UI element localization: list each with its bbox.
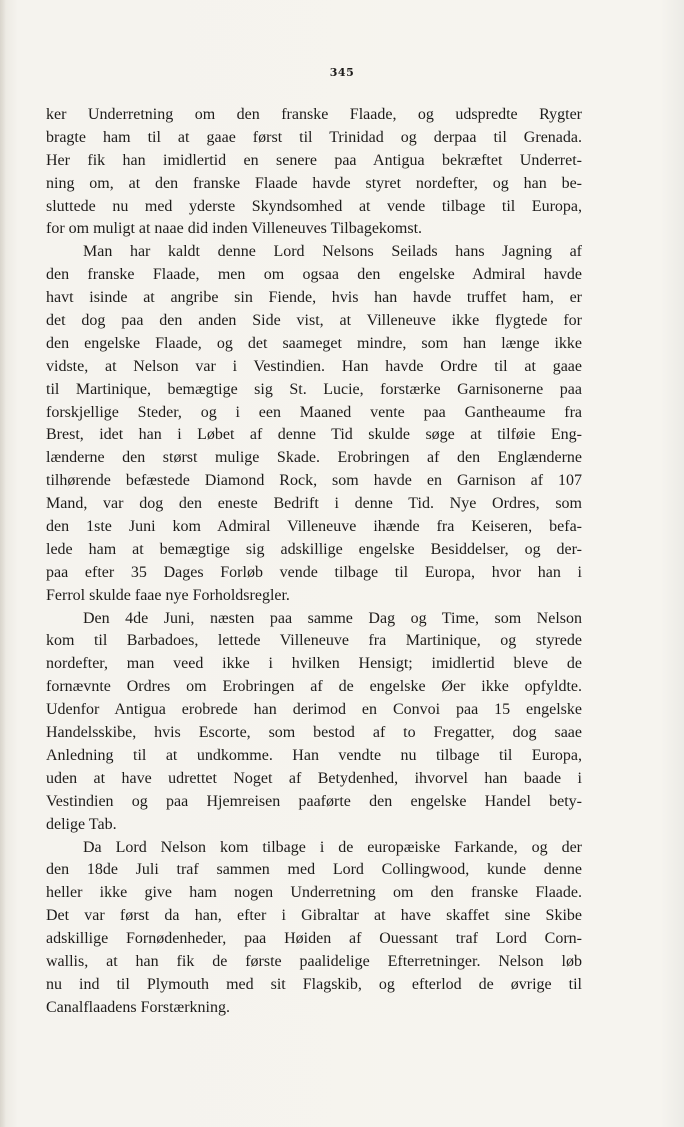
text-line: lede ham at bemægtige sig adskillige engelske Besiddelser, og der-	[46, 540, 582, 558]
text-line: forskjellige Steder, og i een Maaned vente paa Gantheaume fra	[46, 403, 582, 421]
text-line: Brest, idet han i Løbet af denne Tid skulde søge at tilføie Eng-	[46, 426, 582, 444]
text-line: til Martinique, bemægtige sig St. Lucie, forstærke Garnisonerne paa	[46, 380, 582, 398]
text-line: nu ind til Plymouth med sit Flagskib, og efterlod de øvrige til	[46, 975, 582, 993]
text-line: sluttede nu med yderste Skyndsomhed at vende tilbage til Europa,	[46, 197, 582, 215]
text-line: det dog paa den anden Side vist, at Villeneuve ikke flygtede for	[46, 312, 582, 330]
text-line: Det var først da han, efter i Gibraltar at have skaffet sine Skibe	[46, 907, 582, 925]
text-line: heller ikke give ham nogen Underretning om den franske Flaade.	[46, 884, 582, 902]
text-line: Da Lord Nelson kom tilbage i de europæiske Farkande, og der	[83, 838, 582, 856]
text-line: ker Underretning om den franske Flaade, og udspredte Rygter	[46, 106, 582, 123]
text-line: den 1ste Juni kom Admiral Villeneuve ihænde fra Keiseren, befa-	[46, 518, 582, 536]
text-line: nordefter, man veed ikke i hvilken Hensigt; imidlertid bleve de	[46, 655, 582, 673]
text-line: Udenfor Antigua erobrede han derimod en Convoi paa 15 engelske	[46, 701, 582, 719]
text-line: Ferrol skulde faae nye Forholdsregler.	[46, 586, 290, 604]
text-line: Man har kaldt denne Lord Nelsons Seilads hans Jagning af	[83, 243, 582, 261]
text-line: havt isinde at angribe sin Fiende, hvis han havde truffet ham, er	[46, 289, 582, 307]
text-line: lænderne den størst mulige Skade. Erobringen af den Englænderne	[46, 449, 582, 467]
text-line: kom til Barbadoes, lettede Villeneuve fra Martinique, og styrede	[46, 632, 582, 650]
text-line: Canalflaadens Forstærkning.	[46, 998, 230, 1016]
text-line: delige Tab.	[46, 815, 117, 833]
body-text	[46, 104, 582, 1020]
text-line: Den 4de Juni, næsten paa samme Dag og Time, som Nelson	[83, 609, 582, 627]
page-edge-shadow	[0, 0, 6, 1127]
page-number: 345	[329, 66, 355, 79]
text-line: fornævnte Ordres om Erobringen af de engelske Øer ikke opfyldte.	[46, 678, 582, 696]
text-line: tilhørende befæstede Diamond Rock, som havde en Garnison af 107	[46, 472, 582, 490]
text-line: Handelsskibe, hvis Escorte, som bestod af to Fregatter, dog saae	[46, 724, 582, 742]
text-line: Vestindien og paa Hjemreisen paaførte den engelske Handel bety-	[46, 792, 582, 810]
text-line: for om muligt at naae did inden Villeneuves Tilbagekomst.	[46, 220, 423, 238]
text-line: ning om, at den franske Flaade havde styret nordefter, og han be-	[46, 174, 582, 192]
text-line: den engelske Flaade, og det saameget mindre, som han længe ikke	[46, 334, 582, 352]
text-line: wallis, at han fik de første paalidelige Efterretninger. Nelson løb	[46, 952, 582, 970]
text-line: Her fik han imidlertid en senere paa Antigua bekræftet Underret-	[46, 151, 582, 169]
text-line: bragte ham til at gaae først til Trinidad og derpaa til Grenada.	[46, 128, 582, 146]
text-line: adskillige Fornødenheder, paa Høiden af Ouessant traf Lord Corn-	[46, 930, 582, 948]
text-line: paa efter 35 Dages Forløb vende tilbage til Europa, hvor han i	[46, 563, 582, 581]
text-line: vidste, at Nelson var i Vestindien. Han havde Ordre til at gaae	[46, 357, 582, 375]
text-line: den franske Flaade, men om ogsaa den engelske Admiral havde	[46, 266, 582, 284]
text-line: Mand, var dog den eneste Bedrift i denne Tid. Nye Ordres, som	[46, 495, 582, 513]
text-line: Anledning til at undkomme. Han vendte nu tilbage til Europa,	[46, 746, 582, 764]
text-line: den 18de Juli traf sammen med Lord Collingwood, kunde denne	[46, 861, 582, 879]
text-line: uden at have udrettet Noget af Betydenhed, ihvorvel han baade i	[46, 769, 582, 787]
